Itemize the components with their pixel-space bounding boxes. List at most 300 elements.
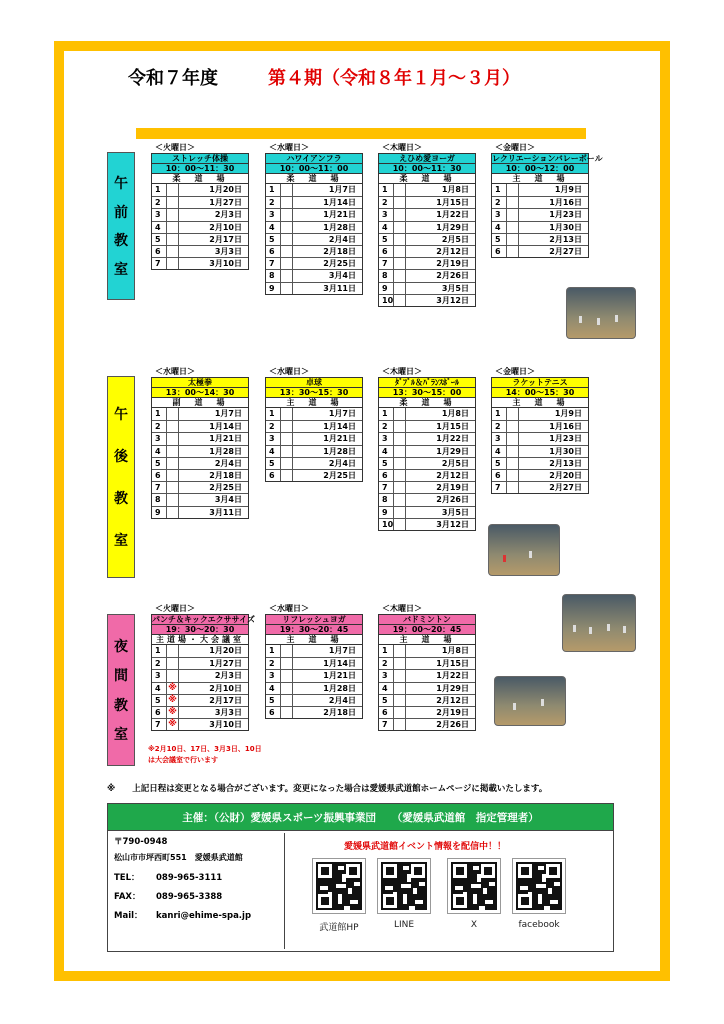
class-time: 19：30～20：30 <box>152 625 248 635</box>
weekday-label: ＜金曜日＞ <box>495 367 535 376</box>
mark-cell <box>507 209 519 220</box>
mark-cell <box>507 421 519 432</box>
session-date: 1月8日 <box>441 646 469 655</box>
session-number: 5 <box>379 695 394 706</box>
session-number: 10 <box>379 295 394 306</box>
mark-cell <box>507 482 519 493</box>
section-label-morning: 午 前 教 室 <box>107 152 135 300</box>
session-number: 3 <box>492 209 507 220</box>
class-venue: 柔 道 場 <box>379 174 475 184</box>
session-row <box>492 221 588 233</box>
mark-cell <box>167 234 179 245</box>
session-number: 5 <box>266 458 281 469</box>
session-date: 3月11日 <box>323 283 356 293</box>
session-date: 3月4日 <box>214 495 242 505</box>
mark-cell <box>281 695 293 706</box>
mark-cell <box>167 421 179 432</box>
session-row <box>379 184 475 196</box>
session-row <box>152 706 248 718</box>
session-number: 2 <box>492 421 507 432</box>
session-row <box>379 196 475 208</box>
session-row <box>266 233 362 245</box>
mark-cell <box>394 295 406 306</box>
session-date: 1月14日 <box>323 422 356 432</box>
session-row <box>379 208 475 220</box>
session-date: 2月4日 <box>328 458 356 468</box>
session-row <box>266 445 362 457</box>
weekday-label: ＜金曜日＞ <box>495 143 535 152</box>
mark-cell <box>394 507 406 518</box>
class-venue: 主 道 場 <box>266 398 362 408</box>
session-row <box>152 682 248 694</box>
session-number: 6 <box>266 246 281 257</box>
organizer-banner: 主催：（公財）愛媛県スポーツ振興事業団 （愛媛県武道館 指定管理者） <box>107 803 614 831</box>
session-number: 6 <box>492 246 507 257</box>
session-date: 3月10日 <box>209 259 242 269</box>
session-number: 5 <box>152 458 167 469</box>
mark-cell <box>281 421 293 432</box>
mark-cell <box>281 184 293 196</box>
session-number: 8 <box>379 494 394 505</box>
schedule-change-notice: ※ 上記日程は変更となる場合がございます。変更になった場合は愛媛県武道館ホームページに掲載いたします。 <box>107 784 548 794</box>
session-row <box>266 669 362 681</box>
session-date: 2月27日 <box>549 483 582 493</box>
session-row <box>492 420 588 432</box>
session-row <box>379 506 475 518</box>
mark-cell <box>394 695 406 706</box>
session-number: 1 <box>152 408 167 420</box>
mark-cell <box>394 519 406 530</box>
mark-cell <box>507 234 519 245</box>
mark-cell <box>167 246 179 257</box>
class-schedule <box>265 366 363 482</box>
session-date: 2月4日 <box>328 695 356 705</box>
session-row <box>492 408 588 420</box>
session-number: 9 <box>379 283 394 294</box>
mark-cell <box>167 507 179 518</box>
weekday-label: ＜木曜日＞ <box>382 143 422 152</box>
mark-cell <box>394 470 406 481</box>
mark-cell <box>281 707 293 718</box>
class-venue: 柔 道 場 <box>152 174 248 184</box>
session-number: 7 <box>152 482 167 493</box>
class-name: バドミントン <box>379 615 475 625</box>
session-number: 6 <box>266 707 281 718</box>
session-row <box>152 694 248 706</box>
session-row <box>379 408 475 420</box>
session-number: 6 <box>492 470 507 481</box>
mark-cell <box>281 222 293 233</box>
mark-cell <box>394 222 406 233</box>
session-row <box>152 221 248 233</box>
session-row <box>379 718 475 730</box>
class-schedule <box>265 603 363 719</box>
mark-cell <box>281 408 293 420</box>
class-time: 19：30～20：45 <box>266 625 362 635</box>
session-number: 6 <box>379 246 394 257</box>
session-date: 1月28日 <box>323 446 356 456</box>
session-number: 1 <box>266 408 281 420</box>
session-row <box>266 184 362 196</box>
class-time: 19：00～20：45 <box>379 625 475 635</box>
tel-label: TEL： <box>114 873 140 883</box>
class-name: リフレッシュヨガ <box>266 615 362 625</box>
session-date: 1月28日 <box>209 446 242 456</box>
session-row <box>379 294 475 306</box>
mark-cell <box>394 209 406 220</box>
session-row <box>492 245 588 257</box>
mark-cell <box>507 458 519 469</box>
address: 松山市市坪西町551 愛媛県武道館 <box>114 853 243 862</box>
class-schedule <box>491 142 603 258</box>
session-row <box>152 257 248 269</box>
mail-address[interactable]: kanri@ehime-spa.jp <box>156 911 252 921</box>
session-date: 2月4日 <box>214 458 242 468</box>
mark-cell <box>281 270 293 281</box>
session-row <box>379 469 475 481</box>
session-row <box>379 432 475 444</box>
class-name: レクリエーションバレーボール <box>492 154 603 163</box>
mark-cell <box>281 258 293 269</box>
class-name: ラケットテニス <box>492 378 588 388</box>
session-number: 5 <box>152 695 167 706</box>
session-date: 3月5日 <box>441 283 469 293</box>
mark-cell <box>394 408 406 420</box>
mark-cell <box>394 421 406 432</box>
class-venue: 主 道 場 <box>492 174 588 184</box>
class-venue: 主 道 場 <box>266 635 362 645</box>
session-number: 2 <box>266 197 281 208</box>
session-row <box>152 481 248 493</box>
fax-number: 089-965-3388 <box>156 892 223 902</box>
x-qr-code[interactable] <box>448 859 500 913</box>
session-date: 2月19日 <box>436 707 469 717</box>
session-row <box>152 208 248 220</box>
mark-cell <box>507 446 519 457</box>
session-row <box>152 408 248 420</box>
mark-cell <box>281 209 293 220</box>
weekday-label: ＜水曜日＞ <box>269 143 309 152</box>
session-date: 2月13日 <box>549 458 582 468</box>
mark-cell <box>394 270 406 281</box>
session-row <box>379 481 475 493</box>
venue-change-mark <box>167 658 179 669</box>
class-schedule <box>491 366 589 494</box>
weekday-label: ＜木曜日＞ <box>382 604 422 613</box>
session-number: 7 <box>492 482 507 493</box>
session-date: 1月23日 <box>549 210 582 220</box>
session-date: 2月26日 <box>436 495 469 505</box>
mark-cell <box>394 184 406 196</box>
session-row <box>152 245 248 257</box>
class-venue: 柔 道 場 <box>379 398 475 408</box>
session-date: 1月30日 <box>549 446 582 456</box>
venue-change-mark <box>167 645 179 657</box>
session-number: 3 <box>379 209 394 220</box>
line-qr-code[interactable] <box>378 859 430 913</box>
evening-venue-note: ※2月10日、17日、3月3日、10日は大会議室で行います <box>148 745 262 764</box>
session-number: 1 <box>266 184 281 196</box>
session-number: 5 <box>152 234 167 245</box>
session-number: 5 <box>492 234 507 245</box>
class-time: 10：00～12：00 <box>492 164 588 174</box>
class-time: 14：00～15：30 <box>492 388 588 398</box>
session-date: 1月7日 <box>328 409 356 418</box>
session-date: 1月29日 <box>436 222 469 232</box>
session-number: 3 <box>266 433 281 444</box>
session-number: 8 <box>266 270 281 281</box>
session-date: 2月19日 <box>436 483 469 493</box>
session-row <box>379 682 475 694</box>
session-date: 1月8日 <box>441 409 469 418</box>
session-row <box>379 282 475 294</box>
session-number: 3 <box>152 433 167 444</box>
mark-cell <box>281 283 293 294</box>
mark-cell <box>281 458 293 469</box>
session-date: 2月12日 <box>436 470 469 480</box>
session-row <box>379 221 475 233</box>
class-time: 13：30～15：30 <box>266 388 362 398</box>
session-number: 8 <box>379 270 394 281</box>
session-row <box>266 432 362 444</box>
session-date: 2月18日 <box>323 707 356 717</box>
class-venue: 柔 道 場 <box>266 174 362 184</box>
mark-cell <box>394 283 406 294</box>
session-number: 1 <box>379 645 394 657</box>
session-date: 1月22日 <box>436 434 469 444</box>
weekday-label: ＜水曜日＞ <box>155 367 195 376</box>
session-row <box>492 457 588 469</box>
session-date: 1月9日 <box>554 185 582 194</box>
session-date: 1月21日 <box>323 210 356 220</box>
mark-cell <box>394 433 406 444</box>
mark-cell <box>167 258 179 269</box>
session-number: 7 <box>379 482 394 493</box>
mark-cell <box>167 458 179 469</box>
tel-number[interactable]: 089-965-3111 <box>156 873 223 883</box>
session-number: 2 <box>379 658 394 669</box>
session-number: 3 <box>152 209 167 220</box>
session-row <box>266 208 362 220</box>
class-name: ハワイアンフラ <box>266 154 362 164</box>
session-date: 1月29日 <box>436 683 469 693</box>
session-row <box>266 706 362 718</box>
mark-cell <box>167 494 179 505</box>
session-date: 1月22日 <box>436 210 469 220</box>
term-title: 第４期（令和８年１月～３月） <box>268 68 520 89</box>
session-number: 9 <box>266 283 281 294</box>
session-row <box>266 257 362 269</box>
session-number: 7 <box>266 258 281 269</box>
class-schedule <box>151 366 249 519</box>
session-number: 5 <box>379 234 394 245</box>
session-row <box>492 432 588 444</box>
mark-cell <box>167 482 179 493</box>
session-number: 2 <box>266 421 281 432</box>
class-schedule <box>151 142 249 270</box>
session-date: 2月3日 <box>214 210 242 220</box>
session-number: 5 <box>379 458 394 469</box>
mark-cell <box>394 494 406 505</box>
session-date: 2月18日 <box>323 246 356 256</box>
session-date: 1月27日 <box>209 198 242 208</box>
session-number: 3 <box>379 670 394 681</box>
session-row <box>266 221 362 233</box>
session-date: 3月5日 <box>441 507 469 517</box>
mark-cell <box>507 246 519 257</box>
session-number: 4 <box>266 222 281 233</box>
qr-label: LINE <box>393 920 415 930</box>
mail-label: Mail： <box>114 911 143 921</box>
contact-box <box>107 831 614 952</box>
session-number: 4 <box>379 683 394 694</box>
session-number: 4 <box>152 683 167 694</box>
session-number: 7 <box>152 719 167 730</box>
class-time: 10：00～11：30 <box>152 164 248 174</box>
mark-cell <box>167 184 179 196</box>
photo-badminton <box>494 676 566 726</box>
session-row <box>492 481 588 493</box>
session-date: 1月28日 <box>323 222 356 232</box>
hp-qr-code[interactable] <box>313 859 365 913</box>
session-date: 2月27日 <box>549 246 582 256</box>
session-number: 6 <box>266 470 281 481</box>
divider <box>284 833 285 949</box>
mark-cell <box>167 446 179 457</box>
class-name: パンチ＆キックエクササイズ <box>152 615 256 624</box>
session-row <box>152 506 248 518</box>
session-date: 3月3日 <box>214 246 242 256</box>
session-row <box>266 245 362 257</box>
weekday-label: ＜水曜日＞ <box>269 367 309 376</box>
session-number: 4 <box>266 446 281 457</box>
session-date: 1月15日 <box>436 198 469 208</box>
session-date: 1月16日 <box>549 422 582 432</box>
session-row <box>492 196 588 208</box>
session-number: 3 <box>152 670 167 681</box>
mark-cell <box>507 222 519 233</box>
session-row <box>492 184 588 196</box>
session-date: 1月14日 <box>323 198 356 208</box>
mark-cell <box>507 184 519 196</box>
mark-cell <box>507 408 519 420</box>
mark-cell <box>394 683 406 694</box>
session-date: 2月10日 <box>209 683 242 693</box>
session-date: 2月25日 <box>323 470 356 480</box>
class-venue: 主 道 場 <box>492 398 588 408</box>
class-time: 10：00～11：30 <box>379 164 475 174</box>
class-venue: 主 道 場 <box>379 635 475 645</box>
session-row <box>152 184 248 196</box>
session-number: 3 <box>266 209 281 220</box>
session-date: 1月22日 <box>436 671 469 681</box>
class-name: 卓球 <box>266 378 362 388</box>
venue-change-mark <box>167 670 179 681</box>
mark-cell <box>167 433 179 444</box>
mark-cell <box>281 234 293 245</box>
session-date: 3月10日 <box>209 720 242 730</box>
session-number: 2 <box>379 197 394 208</box>
session-number: 1 <box>266 645 281 657</box>
qr-label: X <box>470 920 478 930</box>
session-date: 3月12日 <box>436 519 469 529</box>
session-date: 1月20日 <box>209 185 242 194</box>
mark-cell <box>281 470 293 481</box>
session-row <box>492 208 588 220</box>
section-label-afternoon: 午 後 教 室 <box>107 376 135 578</box>
session-row <box>379 233 475 245</box>
mark-cell <box>394 234 406 245</box>
session-number: 5 <box>492 458 507 469</box>
session-row <box>266 282 362 294</box>
session-date: 2月4日 <box>328 234 356 244</box>
qr-label: facebook <box>518 920 560 930</box>
session-row <box>266 694 362 706</box>
session-date: 1月7日 <box>328 646 356 655</box>
session-date: 2月3日 <box>214 671 242 681</box>
mark-cell <box>281 683 293 694</box>
session-date: 2月13日 <box>549 234 582 244</box>
session-row <box>266 408 362 420</box>
session-date: 2月17日 <box>209 234 242 244</box>
mark-cell <box>394 246 406 257</box>
mark-cell <box>167 209 179 220</box>
class-schedule <box>151 603 256 731</box>
session-number: 7 <box>379 719 394 730</box>
session-number: 6 <box>152 470 167 481</box>
sns-heading: 愛媛県武道館イベント情報を配信中！！ <box>344 842 507 852</box>
session-date: 1月14日 <box>323 659 356 669</box>
session-row <box>152 718 248 730</box>
weekday-label: ＜木曜日＞ <box>382 367 422 376</box>
session-row <box>379 457 475 469</box>
mark-cell <box>394 482 406 493</box>
session-row <box>379 694 475 706</box>
class-venue: 副 道 場 <box>152 398 248 408</box>
session-date: 1月15日 <box>436 659 469 669</box>
session-date: 1月8日 <box>441 185 469 194</box>
session-row <box>379 245 475 257</box>
photo-punch-kick <box>562 594 636 652</box>
session-row <box>379 257 475 269</box>
session-row <box>379 518 475 530</box>
session-date: 2月18日 <box>209 470 242 480</box>
session-date: 2月10日 <box>209 222 242 232</box>
class-schedule <box>265 142 363 295</box>
session-number: 8 <box>152 494 167 505</box>
session-row <box>492 233 588 245</box>
facebook-qr-code[interactable] <box>513 859 565 913</box>
session-date: 2月25日 <box>209 483 242 493</box>
session-number: 7 <box>379 258 394 269</box>
session-row <box>379 706 475 718</box>
session-date: 1月23日 <box>549 434 582 444</box>
session-row <box>379 420 475 432</box>
weekday-label: ＜水曜日＞ <box>269 604 309 613</box>
session-row <box>379 445 475 457</box>
session-date: 2月12日 <box>436 695 469 705</box>
mark-cell <box>507 197 519 208</box>
session-number: 2 <box>152 658 167 669</box>
session-date: 2月5日 <box>441 458 469 468</box>
venue-change-mark: ※ <box>167 719 179 730</box>
session-date: 1月20日 <box>209 646 242 655</box>
venue-change-mark: ※ <box>167 695 179 706</box>
session-date: 3月3日 <box>214 707 242 717</box>
session-number: 4 <box>492 222 507 233</box>
session-date: 1月16日 <box>549 198 582 208</box>
mark-cell <box>281 446 293 457</box>
